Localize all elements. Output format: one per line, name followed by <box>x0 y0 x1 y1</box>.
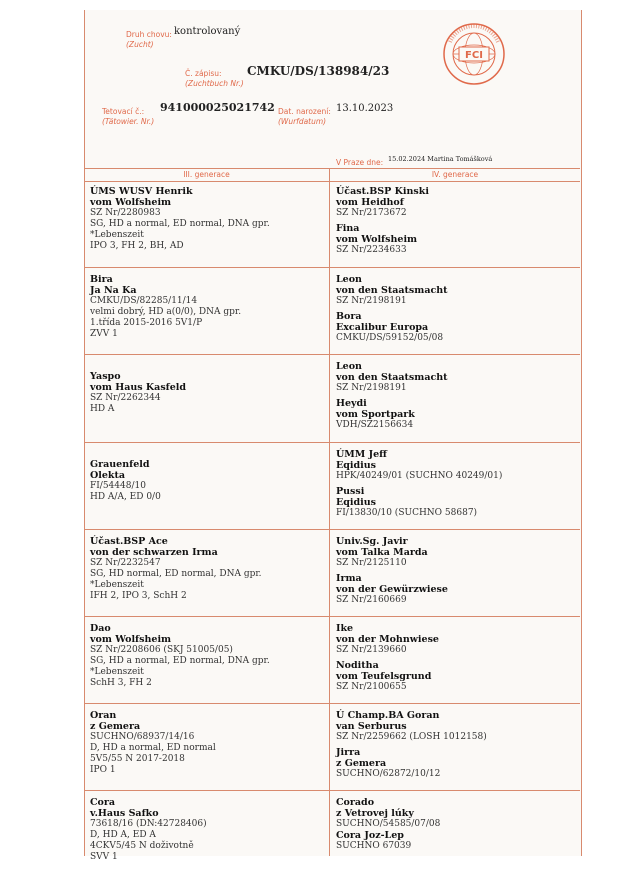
reg-label: Č. zápisu: (Zuchtbuch Nr.) <box>185 69 244 88</box>
pedigree-row <box>84 180 580 268</box>
ancestor-gen4: Ike von der Mohnwiese SZ Nr/2139660 Noditha vom Teufelsgrund SZ Nr/2100655 <box>336 623 439 692</box>
breed-value: kontrolovaný <box>174 26 241 37</box>
tattoo-label: Tetovací č.: (Tätowier. Nr.) <box>102 107 155 126</box>
place-label: V Praze dne: <box>336 158 384 167</box>
pedigree-row <box>84 443 580 530</box>
ancestor-gen3: Účast.BSP Ace von der schwarzen Irma SZ Nr/2232547 SG, HD normal, ED normal, DNA gpr. *Lebenszeit IFH 2, IPO 3, SchH 2 <box>90 536 262 601</box>
ancestor-gen3: Dao vom Wolfsheim SZ Nr/2208606 (SKJ 51005/05) SG, HD a normal, ED normal, DNA gpr. *Lebenszeit SchH 3, FH 2 <box>90 623 270 688</box>
ancestor-gen4: Corado z Vetrovej lúky SUCHNO/54585/07/08 Cora Joz-Lep SUCHNO 67039 <box>336 797 441 851</box>
pedigree-row <box>84 530 580 617</box>
ancestor-gen3: Cora v.Haus Safko 73618/16 (DN:42728406) D, HD A, ED A 4CKV5/45 N doživotně SVV 1 <box>90 797 207 862</box>
ancestor-gen4: Účast.BSP Kinski vom Heidhof SZ Nr/2173672 Fina vom Wolfsheim SZ Nr/2234633 <box>336 186 429 255</box>
ancestor-gen4: Ú Champ.BA Goran van Serburus SZ Nr/2259662 (LOSH 1012158) Jirra z Gemera SUCHNO/62872/10/12 <box>336 710 487 779</box>
pedigree-row <box>84 268 580 355</box>
birth-date: 13.10.2023 <box>336 103 394 114</box>
ancestor-gen4: ÚMM Jeff Eqidius HPK/40249/01 (SUCHNO 40249/01) Pussi Eqidius FI/13830/10 (SUCHNO 58687) <box>336 449 503 518</box>
tattoo-number: 941000025021742 <box>160 101 275 114</box>
gen-iv-header: IV. generace <box>330 168 580 182</box>
ancestor-gen3: Oran z Gemera SUCHNO/68937/14/16 D, HD a normal, ED normal 5V5/55 N 2017-2018 IPO 1 <box>90 710 216 775</box>
breed-label: Druh chovu: (Zucht) <box>126 30 172 49</box>
svg-text:FCI: FCI <box>465 50 483 61</box>
pedigree-row <box>84 791 580 862</box>
ancestor-gen4: Univ.Sg. Javir vom Talka Marda SZ Nr/2125110 Irma von der Gewürzwiese SZ Nr/2160669 <box>336 536 448 605</box>
gen-iii-header: III. generace <box>84 168 330 182</box>
birth-label: Dat. narození: (Wurfdatum) <box>278 107 331 126</box>
pedigree-row <box>84 355 580 443</box>
ancestor-gen3: ÚMS WUSV Henrik vom Wolfsheim SZ Nr/2280983 SG, HD a normal, ED normal, DNA gpr. *Lebenszeit IPO 3, FH 2, BH, AD <box>90 186 270 251</box>
reg-number: CMKU/DS/138984/23 <box>247 64 390 78</box>
ancestor-gen3: Bira Ja Na Ka CMKU/DS/82285/11/14 velmi dobrý, HD a(0/0), DNA gpr. 1.třída 2015-2016 5V1/P ZVV 1 <box>90 274 242 339</box>
pedigree-row <box>84 704 580 791</box>
fci-logo <box>442 22 506 86</box>
ancestor-gen4: Leon von den Staatsmacht SZ Nr/2198191 Bora Excalibur Europa CMKU/DS/59152/05/08 <box>336 274 448 343</box>
place-date-signature: 15.02.2024 Martina Tomášková <box>388 155 493 163</box>
pedigree-row <box>84 617 580 704</box>
ancestor-gen3: Yaspo vom Haus Kasfeld SZ Nr/2262344 HD A <box>90 371 187 414</box>
ancestor-gen4: Leon von den Staatsmacht SZ Nr/2198191 Heydi vom Sportpark VDH/SZ2156634 <box>336 361 448 430</box>
ancestor-gen3: Grauenfeld Olekta FI/54448/10 HD A/A, ED 0/0 <box>90 459 161 502</box>
